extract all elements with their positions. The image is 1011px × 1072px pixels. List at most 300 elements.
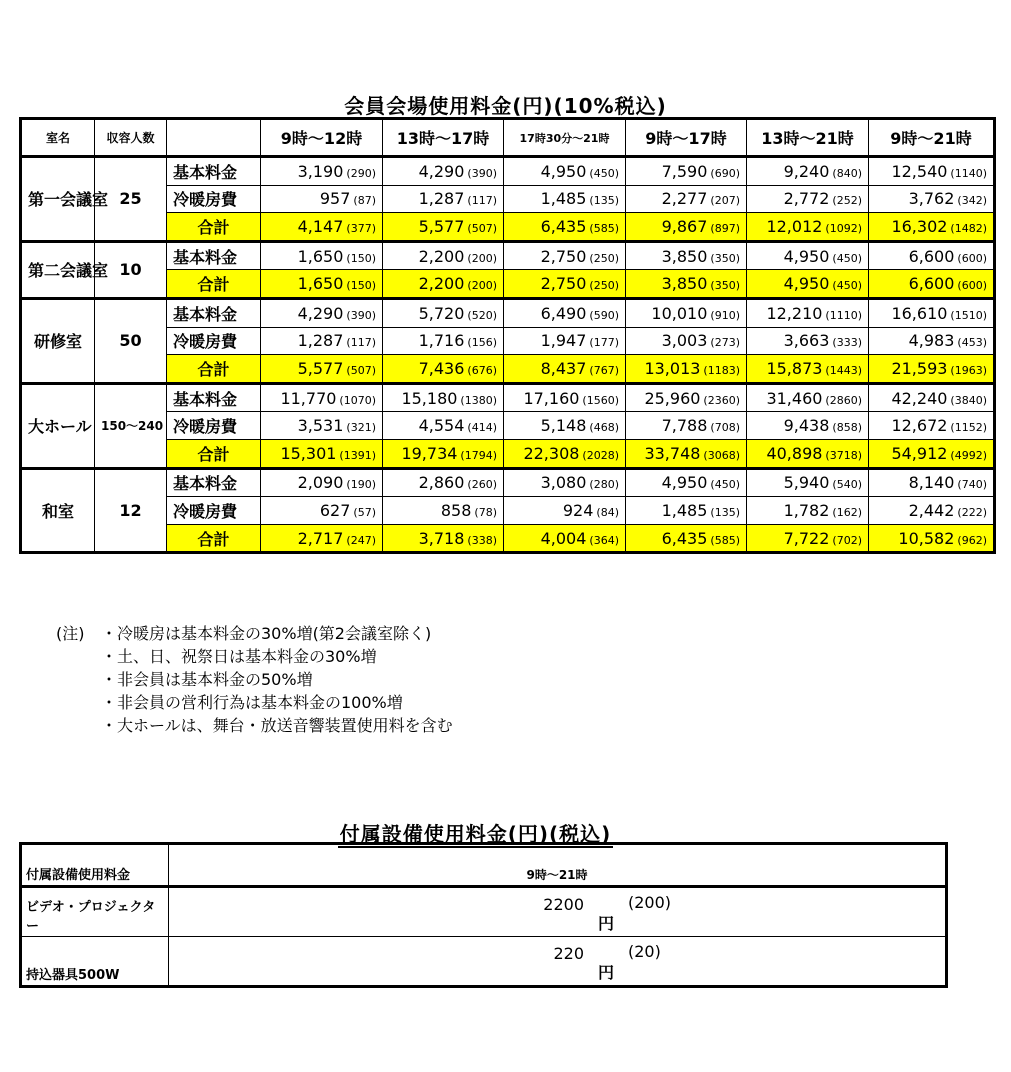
fee-tax: (78) [474,505,497,519]
fee-amount: 17,160 [523,388,580,408]
fee-amount: 2,200 [418,246,465,266]
fee-amount: 3,850 [661,246,708,266]
fee-tax: (897) [710,221,740,235]
fee-tax: (1443) [825,363,862,377]
room-capacity: 150～240 [95,383,167,468]
fee-cell [504,412,626,440]
fee-amount: 7,788 [661,416,708,436]
fee-row [21,327,995,355]
fee-tax: (350) [710,251,740,265]
room-header: 室名 [21,119,95,157]
fee-cell [383,383,504,412]
fee-amount: 2,442 [908,500,955,520]
fee-tax: (520) [467,308,497,322]
fee-cell [261,468,383,497]
fee-amount: 5,940 [783,473,830,493]
fee-row [21,468,995,497]
fee-cell [626,468,747,497]
fee-cell [869,185,995,213]
fee-cell [747,213,869,242]
fee-cell [383,241,504,270]
fee-tax: (2360) [703,393,740,407]
fee-tax: (87) [353,194,376,208]
fee-amount: 2,750 [540,246,587,266]
fee-cell [504,497,626,525]
fee-tax: (507) [467,221,497,235]
fee-tax: (507) [346,363,376,377]
fee-header-row [21,119,995,157]
fee-tax: (162) [832,505,862,519]
fee-cell [261,497,383,525]
slot-header: 13時～21時 [747,119,869,157]
fee-tax: (600) [957,279,987,293]
fee-amount: 3,531 [297,416,344,436]
fee-amount: 9,438 [783,416,830,436]
room-name: 第二会議室 [21,241,95,298]
fee-tax: (377) [346,221,376,235]
room-capacity: 50 [95,298,167,383]
fee-cell [626,270,747,299]
fee-amount: 3,663 [783,331,830,351]
fee-amount: 2,200 [418,274,465,294]
room-name: 研修室 [21,298,95,383]
fee-cell [747,270,869,299]
fee-cell [747,327,869,355]
fee-tax: (858) [832,421,862,435]
fee-cell [869,213,995,242]
fee-amount: 10,582 [898,528,955,548]
fee-tax: (708) [710,421,740,435]
fee-tax: (390) [467,166,497,180]
fee-amount: 15,873 [766,358,823,378]
fee-amount: 9,867 [661,216,708,236]
fee-amount: 627 [319,500,351,520]
fee-tax: (321) [346,421,376,435]
fee-cell [747,157,869,186]
fee-amount: 15,180 [401,388,458,408]
fee-amount: 5,148 [540,416,587,436]
equip-item-name: ビデオ・プロジェクター [21,887,169,937]
fee-cell [504,327,626,355]
fee-cell [869,412,995,440]
fee-cell [261,439,383,468]
fee-row [21,412,995,440]
fee-amount: 33,748 [644,443,701,463]
fee-cell [504,213,626,242]
fee-tax: (3718) [825,448,862,462]
fee-tax: (910) [710,308,740,322]
slot-header: 9時～12時 [261,119,383,157]
fee-amount: 6,600 [908,246,955,266]
capacity-header: 収容人数 [95,119,167,157]
fee-amount: 1,650 [297,246,344,266]
fee-tax: (390) [346,308,376,322]
fee-kind: 合計 [167,270,261,299]
equip-table-title: 付属設備使用料金(円)(税込) [339,822,612,846]
fee-tax: (135) [710,505,740,519]
note-row [56,645,453,668]
fee-amount: 3,190 [297,161,344,181]
equip-header-label: 付属設備使用料金 [21,844,169,887]
note-line: ・冷暖房は基本料金の30%増(第2会議室除く) [101,624,432,643]
fee-cell [626,185,747,213]
fee-cell [869,327,995,355]
fee-amount: 7,590 [661,161,708,181]
equip-price [170,889,944,935]
fee-amount: 3,762 [908,189,955,209]
note-row [56,691,453,714]
fee-tax: (1963) [950,363,987,377]
fee-amount: 2,860 [418,473,465,493]
fee-amount: 1,485 [540,189,587,209]
fee-tax: (450) [710,478,740,492]
fee-amount: 12,012 [766,216,823,236]
fee-cell [626,157,747,186]
equip-amount: 220 [553,944,584,963]
slot-header: 9時～21時 [869,119,995,157]
fee-cell [261,298,383,327]
fee-amount: 40,898 [766,443,823,463]
fee-cell [626,241,747,270]
fee-cell [504,157,626,186]
fee-table [19,117,996,554]
fee-kind: 基本料金 [167,383,261,412]
fee-cell [261,157,383,186]
fee-amount: 16,610 [891,303,948,323]
fee-tax: (600) [957,251,987,265]
fee-tax: (1070) [339,393,376,407]
equip-header-time: 9時～21時 [169,844,947,887]
equip-row [21,887,947,937]
slot-header: 9時～17時 [626,119,747,157]
fee-tax: (150) [346,279,376,293]
fee-amount: 6,435 [540,216,587,236]
fee-amount: 2,717 [297,528,344,548]
fee-cell [504,185,626,213]
fee-amount: 6,600 [908,274,955,294]
fee-amount: 12,672 [891,416,948,436]
total-row [21,355,995,384]
fee-cell [869,355,995,384]
fee-cell [383,270,504,299]
fee-amount: 2,090 [297,473,344,493]
fee-amount: 7,436 [418,358,465,378]
fee-cell [626,412,747,440]
fee-cell [747,468,869,497]
fee-tax: (962) [957,533,987,547]
fee-cell [747,524,869,553]
fee-tax: (767) [589,363,619,377]
fee-tax: (3068) [703,448,740,462]
note-line: ・非会員の営利行為は基本料金の100%増 [101,693,403,712]
equip-item-name: 持込器具500W [21,937,169,987]
fee-amount: 2,277 [661,189,708,209]
note-line: ・土、日、祝祭日は基本料金の30%増 [101,647,377,666]
fee-tax: (453) [957,336,987,350]
fee-cell [383,439,504,468]
total-row [21,213,995,242]
fee-cell [261,185,383,213]
fee-tax: (2028) [582,448,619,462]
fee-cell [383,412,504,440]
note-line: ・大ホールは、舞台・放送音響装置使用料を含む [101,716,453,735]
fee-cell [261,327,383,355]
fee-cell [504,439,626,468]
fee-cell [504,524,626,553]
fee-tax: (4992) [950,448,987,462]
fee-tax: (273) [710,336,740,350]
fee-cell [626,439,747,468]
fee-tax: (414) [467,421,497,435]
equip-price [170,938,944,984]
fee-amount: 4,950 [540,161,587,181]
slot-header: 13時～17時 [383,119,504,157]
fee-amount: 8,140 [908,473,955,493]
fee-kind: 冷暖房費 [167,412,261,440]
equip-unit: 円 [598,963,615,982]
equip-row [21,937,947,987]
fee-amount: 4,290 [418,161,465,181]
fee-tax: (450) [832,279,862,293]
fee-amount: 54,912 [891,443,948,463]
fee-cell [383,327,504,355]
fee-cell [869,298,995,327]
fee-tax: (540) [832,478,862,492]
fee-amount: 3,718 [418,528,465,548]
fee-tax: (207) [710,194,740,208]
fee-amount: 31,460 [766,388,823,408]
fee-tax: (740) [957,478,987,492]
fee-amount: 6,490 [540,303,587,323]
fee-cell [747,241,869,270]
fee-tax: (2860) [825,393,862,407]
fee-amount: 2,750 [540,274,587,294]
fee-cell [504,270,626,299]
fee-cell [261,241,383,270]
fee-cell [626,383,747,412]
room-name: 和室 [21,468,95,553]
fee-amount: 22,308 [523,443,580,463]
fee-amount: 3,003 [661,331,708,351]
fee-row [21,497,995,525]
fee-tax: (247) [346,533,376,547]
fee-cell [869,439,995,468]
total-row [21,270,995,299]
fee-tax: (676) [467,363,497,377]
fee-tax: (260) [467,478,497,492]
fee-amount: 4,983 [908,331,955,351]
fee-tax: (1152) [950,421,987,435]
fee-amount: 3,080 [540,473,587,493]
fee-amount: 16,302 [891,216,948,236]
fee-amount: 5,577 [418,216,465,236]
fee-amount: 4,147 [297,216,344,236]
fee-amount: 4,950 [783,246,830,266]
fee-amount: 1,782 [783,500,830,520]
note-line: ・非会員は基本料金の50%増 [101,670,313,689]
fee-cell [383,468,504,497]
equip-header-row [21,844,947,887]
fee-cell [383,185,504,213]
fee-tax: (333) [832,336,862,350]
fee-cell [869,241,995,270]
fee-cell [626,213,747,242]
fee-tax: (450) [832,251,862,265]
fee-tax: (252) [832,194,862,208]
fee-kind: 冷暖房費 [167,327,261,355]
fee-tax: (1380) [460,393,497,407]
fee-tax: (190) [346,478,376,492]
fee-cell [626,497,747,525]
fee-row [21,241,995,270]
fee-kind: 基本料金 [167,298,261,327]
equip-unit: 円 [598,914,615,933]
fee-tax: (1110) [825,308,862,322]
fee-amount: 2,772 [783,189,830,209]
fee-tax: (840) [832,166,862,180]
equip-tax: (20) [628,942,661,961]
fee-amount: 1,287 [297,331,344,351]
fee-tax: (1140) [950,166,987,180]
fee-cell [869,497,995,525]
fee-cell [261,270,383,299]
fee-tax: (290) [346,166,376,180]
note-row [56,668,453,691]
fee-amount: 8,437 [540,358,587,378]
slot-header: 17時30分～21時 [504,119,626,157]
fee-amount: 12,210 [766,303,823,323]
fee-tax: (250) [589,279,619,293]
room-name: 第一会議室 [21,157,95,242]
fee-tax: (1092) [825,221,862,235]
fee-amount: 12,540 [891,161,948,181]
fee-cell [626,355,747,384]
fee-tax: (1391) [339,448,376,462]
fee-amount: 6,435 [661,528,708,548]
fee-cell [383,497,504,525]
fee-cell [747,355,869,384]
note-row [56,714,453,737]
total-row [21,524,995,553]
fee-tax: (585) [710,533,740,547]
fee-tax: (3840) [950,393,987,407]
fee-tax: (1183) [703,363,740,377]
fee-cell [626,298,747,327]
fee-cell [261,383,383,412]
fee-amount: 25,960 [644,388,701,408]
note-row [56,622,453,645]
fee-tax: (57) [353,505,376,519]
fee-cell [383,524,504,553]
fee-amount: 9,240 [783,161,830,181]
fee-kind: 合計 [167,355,261,384]
fee-kind: 冷暖房費 [167,497,261,525]
fee-cell [626,327,747,355]
fee-amount: 924 [562,500,594,520]
fee-cell [869,383,995,412]
kind-header [167,119,261,157]
fee-tax: (702) [832,533,862,547]
fee-cell [869,468,995,497]
fee-amount: 5,720 [418,303,465,323]
room-name: 大ホール [21,383,95,468]
fee-tax: (338) [467,533,497,547]
fee-amount: 1,947 [540,331,587,351]
fee-cell [869,524,995,553]
fee-cell [504,298,626,327]
fee-cell [747,439,869,468]
equip-tax: (200) [628,893,672,912]
fee-cell [261,355,383,384]
fee-tax: (84) [596,505,619,519]
fee-amount: 1,716 [418,331,465,351]
fee-cell [747,185,869,213]
fee-row [21,185,995,213]
fee-amount: 4,554 [418,416,465,436]
fee-cell [747,497,869,525]
fee-tax: (117) [346,336,376,350]
total-row [21,439,995,468]
fee-cell [869,270,995,299]
fee-tax: (1482) [950,221,987,235]
fee-tax: (1560) [582,393,619,407]
fee-tax: (250) [589,251,619,265]
fee-amount: 21,593 [891,358,948,378]
fee-cell [504,241,626,270]
room-capacity: 25 [95,157,167,242]
fee-tax: (468) [589,421,619,435]
notes-prefix: (注) [56,624,85,643]
fee-table-title: 会員会場使用料金(円)(10%税込) [344,94,667,118]
fee-amount: 3,850 [661,274,708,294]
fee-tax: (177) [589,336,619,350]
fee-tax: (450) [589,166,619,180]
fee-tax: (280) [589,478,619,492]
fee-tax: (590) [589,308,619,322]
fee-cell [747,412,869,440]
fee-row [21,157,995,186]
fee-amount: 4,004 [540,528,587,548]
fee-cell [383,157,504,186]
fee-tax: (1794) [460,448,497,462]
fee-amount: 13,013 [644,358,701,378]
equip-amount: 2200 [543,895,584,914]
fee-amount: 1,287 [418,189,465,209]
fee-amount: 4,950 [661,473,708,493]
fee-amount: 11,770 [280,388,337,408]
fee-tax: (350) [710,279,740,293]
fee-tax: (342) [957,194,987,208]
fee-tax: (117) [467,194,497,208]
fee-cell [383,355,504,384]
fee-amount: 1,650 [297,274,344,294]
fee-kind: 合計 [167,213,261,242]
fee-amount: 15,301 [280,443,337,463]
fee-amount: 957 [319,189,351,209]
fee-tax: (200) [467,251,497,265]
fee-cell [869,157,995,186]
equipment-table [19,842,948,988]
fee-cell [261,213,383,242]
fee-tax: (222) [957,505,987,519]
fee-tax: (200) [467,279,497,293]
fee-amount: 19,734 [401,443,458,463]
fee-amount: 10,010 [651,303,708,323]
fee-kind: 合計 [167,439,261,468]
fee-amount: 4,950 [783,274,830,294]
fee-cell [747,298,869,327]
fee-kind: 基本料金 [167,468,261,497]
